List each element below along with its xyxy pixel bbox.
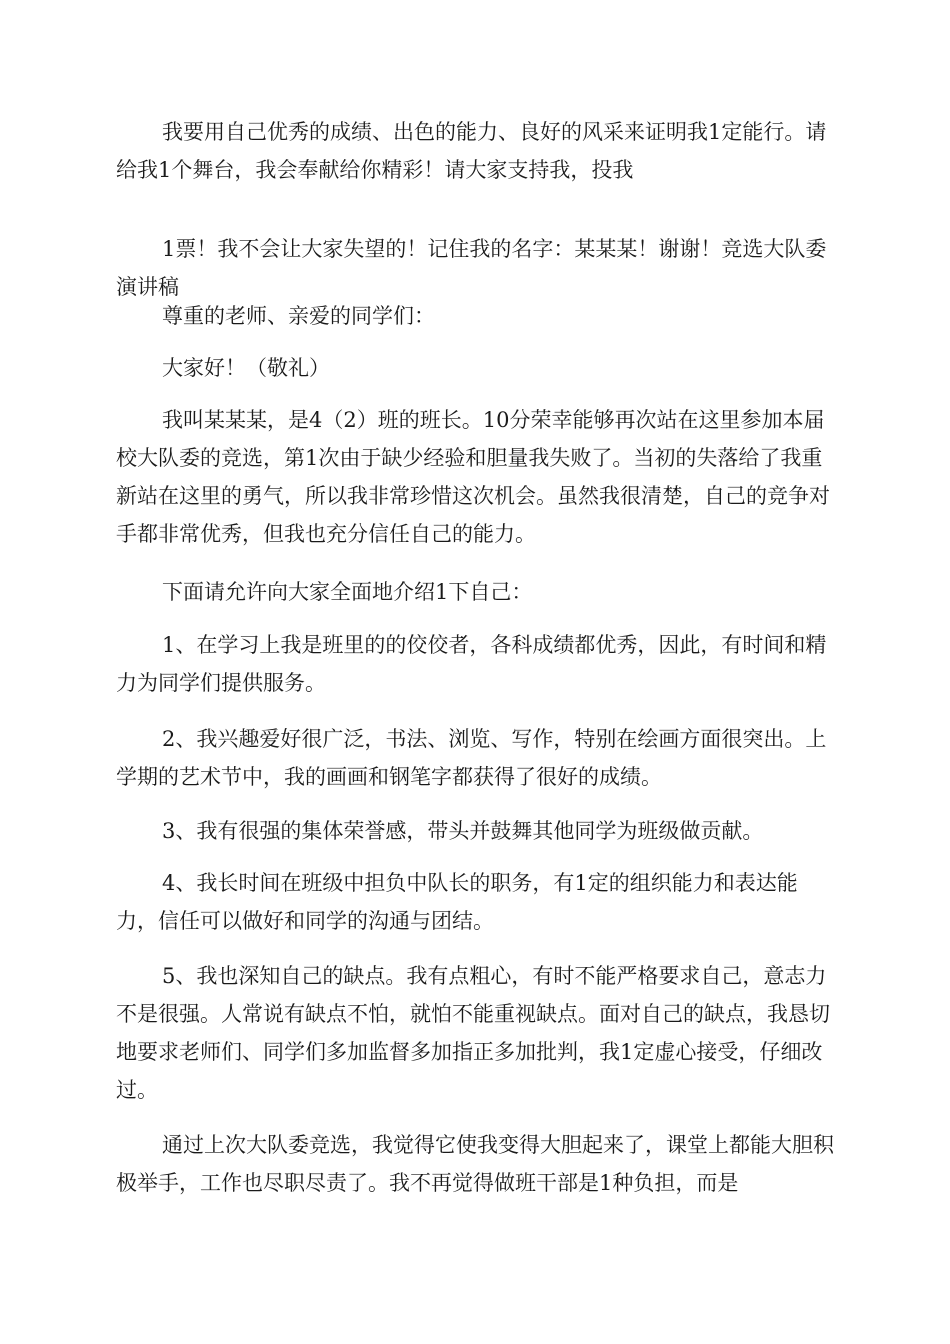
- paragraph-3: 尊重的老师、亲爱的同学们：: [162, 304, 435, 328]
- paragraph-8: 2、我兴趣爱好很广泛，书法、浏览、写作，特别在绘画方面很突出。上学期的艺术节中，我的画画和钢笔字都获得了很好的成绩。: [116, 727, 827, 789]
- paragraph-1: 我要用自己优秀的成绩、出色的能力、良好的风采来证明我1定能行。请给我1个舞台，我会奉献给你精彩！请大家支持我，投我: [116, 120, 827, 182]
- paragraph-11: 5、我也深知自己的缺点。我有点粗心，有时不能严格要求自己，意志力不是很强。人常说有缺点不怕，就怕不能重视缺点。面对自己的缺点，我恳切地要求老师们、同学们多加监督多加指正多加批判，我1定虚心接受，仔细改过。: [116, 964, 830, 1102]
- paragraph-9: 3、我有很强的集体荣誉感，带头并鼓舞其他同学为班级做贡献。: [162, 819, 764, 843]
- paragraph-4: 大家好！（敬礼）: [162, 356, 330, 380]
- paragraph-7: 1、在学习上我是班里的的佼佼者，各科成绩都优秀，因此，有时间和精力为同学们提供服务。: [116, 633, 827, 695]
- paragraph-10: 4、我长时间在班级中担负中队长的职务，有1定的组织能力和表达能力，信任可以做好和同学的沟通与团结。: [116, 871, 798, 933]
- paragraph-2: 1票！我不会让大家失望的！记住我的名字：某某某！谢谢！竞选大队委演讲稿: [116, 237, 827, 299]
- paragraph-12: 通过上次大队委竞选，我觉得它使我变得大胆起来了，课堂上都能大胆积极举手，工作也尽职尽责了。我不再觉得做班干部是1种负担，而是: [116, 1133, 834, 1195]
- paragraph-5: 我叫某某某，是4（2）班的班长。10分荣幸能够再次站在这里参加本届校大队委的竞选，第1次由于缺少经验和胆量我失败了。当初的失落给了我重新站在这里的勇气，所以我非常珍惜这次机会。虽然我很清楚，自己的竞争对手都非常优秀，但我也充分信任自己的能力。: [116, 408, 830, 546]
- paragraph-6: 下面请允许向大家全面地介绍1下自己：: [162, 580, 533, 604]
